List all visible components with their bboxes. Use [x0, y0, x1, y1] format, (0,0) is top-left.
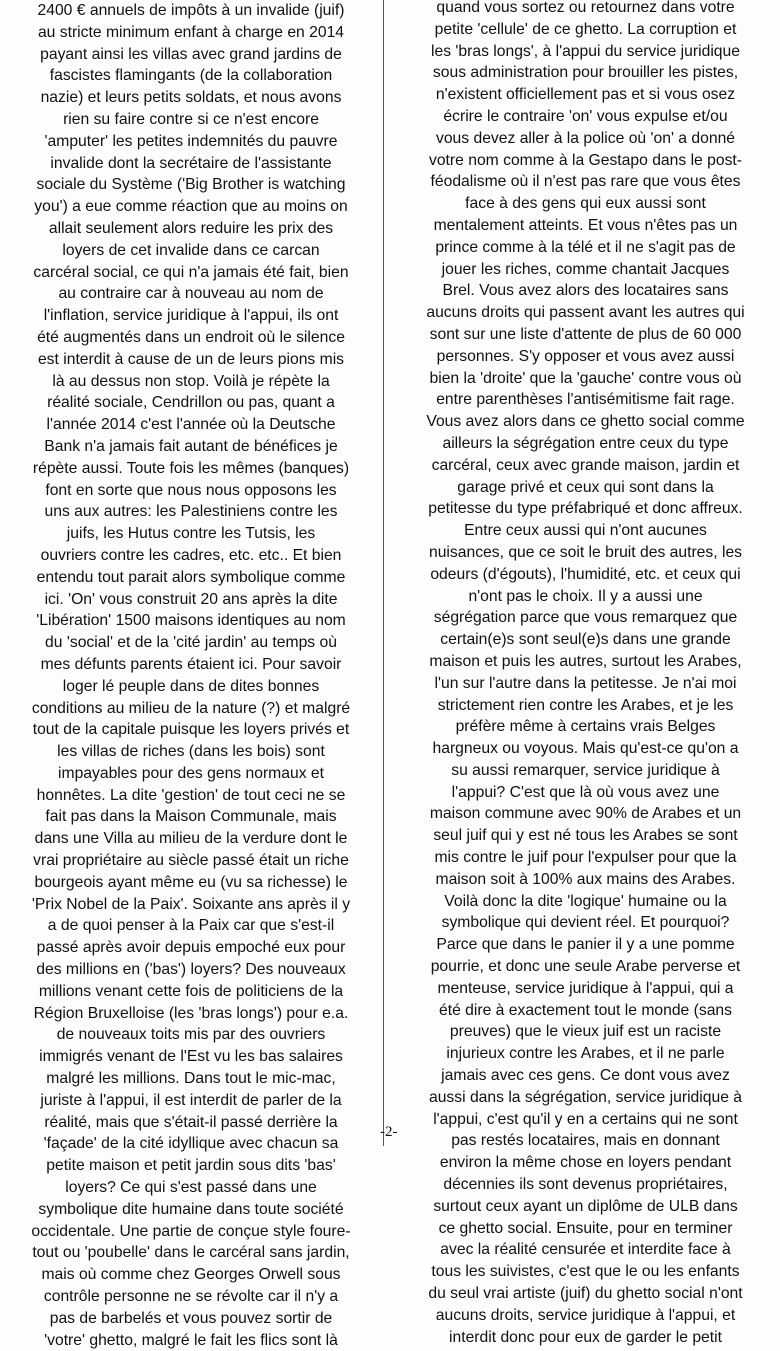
- text-line: de nouveaux toits mis par des ouvriers: [56, 1026, 326, 1044]
- text-line: répète aussi. Toute fois les mêmes (banques): [32, 459, 350, 477]
- text-line: jamais avec ces gens. Ce dont vous avez: [441, 1067, 730, 1085]
- text-line: fait pas dans la Maison Communale, mais: [45, 808, 337, 826]
- text-line: tous les suivistes, c'est que le ou les enfants: [431, 1263, 740, 1281]
- text-line: menteuse, service juridique à l'appui, qui a: [437, 979, 734, 997]
- text-line: nuisances, que ce soit le bruit des autres, les: [428, 543, 743, 561]
- text-line: petite 'cellule' de ce ghetto. La corruption et: [434, 20, 737, 38]
- text-line: mes défunts parents étaient ici. Pour savoir: [40, 655, 342, 673]
- text-line: rien su faire contre si ce n'est encore: [63, 110, 319, 128]
- text-line: l'appui? C'est que là où vous avez une: [451, 783, 720, 801]
- text-line: mis contre le juif pour l'expulser pour que la: [434, 849, 737, 867]
- text-line: allait seulement alors reduire les prix des: [48, 219, 334, 237]
- text-line: ailleurs la ségrégation entre ceux du type: [442, 434, 729, 452]
- text-line: petitesse du type préfabriqué et donc affreux.: [428, 500, 743, 518]
- text-line: symbolique dite humaine dans toute société: [38, 1200, 344, 1218]
- text-line: sociale du Système ('Big Brother is watching: [36, 176, 346, 194]
- text-line: aucuns droits, service juridique à l'appui, et: [435, 1306, 736, 1324]
- text-line: été dire à exactement tout le monde (sans: [439, 1001, 732, 1019]
- text-line: maison soit à 100% aux mains des Arabes.: [435, 870, 736, 888]
- text-line: entendu tout parait alors symbolique comme: [36, 568, 346, 586]
- text-line: a de quoi penser à la Paix car que s'est-il: [47, 917, 335, 935]
- text-line: personnes. S'y opposer et vous avez aussi: [436, 347, 735, 365]
- text-line: invalide dont la secrétaire de l'assistante: [50, 154, 332, 172]
- text-line: you') a eue comme réaction que au moins on: [34, 198, 348, 216]
- text-line: Vous avez alors dans ce ghetto social comme: [426, 413, 745, 431]
- text-line: loger lé peuple dans de dites bonnes: [62, 677, 320, 695]
- text-line: face à des gens qui eux aussi sont: [465, 195, 706, 213]
- text-line: environ la même chose en loyers pendant: [439, 1154, 732, 1172]
- text-line: seul juif qui y est né tous les Arabes se sont: [433, 827, 738, 845]
- text-line: n'existent officiellement pas et si vous osez: [435, 86, 736, 104]
- text-line: du seul vrai artiste (juif) du ghetto social n'ont: [428, 1285, 743, 1303]
- text-line: mais où comme chez Georges Orwell sous: [41, 1266, 341, 1284]
- text-line: garage privé et ceux qui sont dans la: [457, 478, 714, 496]
- text-line: aussi dans la ségrégation, service juridique à: [428, 1088, 743, 1106]
- text-line: ouvriers contre les cadres, etc. etc.. Et bien: [40, 546, 342, 564]
- text-line: n'ont pas le choix. Il y a aussi une: [468, 587, 703, 605]
- text-line: petite maison et petit jardin sous dits 'bas': [46, 1157, 336, 1175]
- text-line: Entre ceux aussi qui n'ont aucunes: [464, 522, 707, 540]
- text-line: l'appui, c'est qu'il y en a certains qui ne sont: [433, 1110, 738, 1128]
- text-line: Voilà donc la dite 'logique' humaine ou la: [444, 892, 727, 910]
- text-line: fascistes flamingants (de la collaboration: [49, 67, 333, 85]
- text-line: 2400 € annuels de impôts à un invalide (juif): [37, 2, 345, 19]
- text-line: 'votre' ghetto, malgré le fait les flics sont là: [44, 1331, 338, 1349]
- text-line: est interdit à cause de un de leurs pions mis: [37, 350, 345, 368]
- text-line: 'façade' de la cité idyllique avec chacun sa: [43, 1135, 339, 1153]
- text-line: été augmentés dans un endroit où le silence: [37, 328, 345, 346]
- text-line: féodalisme où il n'est pas rare que vous êtes: [430, 173, 741, 191]
- text-line: immigrés venant de l'Est vu les bas salaires: [39, 1048, 343, 1066]
- text-line: dans une Villa au milieu de la verdure dont le: [34, 830, 348, 848]
- text-line: 'Libération' 1500 maisons identiques au nom: [36, 612, 346, 630]
- text-line: impayables pour des gens normaux et: [58, 764, 324, 782]
- text-line: font en sorte que nous nous opposons les: [45, 481, 337, 499]
- page-number: -2-: [380, 1124, 398, 1140]
- text-line: ségrégation parce que vous remarquez que: [433, 609, 738, 627]
- text-line: l'inflation, service juridique à l'appui, ils ont: [43, 307, 339, 325]
- text-line: millions venant cette fois de politiciens de la: [38, 982, 344, 1000]
- text-line: vrai propriétaire au siècle passé était un riche: [33, 852, 349, 870]
- text-line: contrôle personne ne se révolte car il n'y a: [43, 1288, 339, 1306]
- text-line: strictement rien contre les Arabes, et je les: [437, 696, 734, 714]
- text-line: des millions en ('bas') loyers? Des nouveaux: [36, 961, 346, 979]
- text-line: quand vous sortez ou retournez dans votre: [436, 0, 735, 16]
- text-line: entre parenthèses l'antisémitisme fait rage.: [436, 391, 735, 409]
- text-line: passé après avoir depuis empoché eux pour: [36, 939, 346, 957]
- text-line: Bank n'a jamais fait autant de bénéfices je: [44, 437, 338, 455]
- text-line: Brel. Vous avez alors des locataires sans: [442, 282, 729, 300]
- text-line: juifs, les Hutus contre les Tutsis, les: [66, 525, 316, 543]
- text-line: vous devez aller à la police où 'on' a donné: [435, 129, 736, 147]
- text-line: au stricte minimum enfant à charge en 2014: [37, 23, 345, 41]
- text-line: 'amputer' les petites indemnités du pauvre: [44, 132, 338, 150]
- text-line: symbolique qui devient réel. Et pourquoi?: [441, 914, 730, 932]
- text-line: réalité sociale, Cendrillon ou pas, quant a: [47, 394, 335, 412]
- text-line: surtout ceux ayant un diplôme de ULB dans: [433, 1197, 738, 1215]
- text-line: loyers de cet invalide dans ce carcan: [62, 241, 320, 259]
- text-line: mentalement atteints. Et vous n'êtes pas un: [433, 216, 738, 234]
- text-line: tout ou 'poubelle' dans le carcéral sans jardin,: [32, 1244, 350, 1262]
- text-line: maison et puis les autres, surtout les Arabes,: [429, 652, 742, 670]
- text-line: pourrie, et donc une seule Arabe perverse et: [430, 958, 741, 976]
- text-line: hargneux ou voyous. Mais qu'est-ce qu'on a: [432, 740, 739, 758]
- left-column: [18, 0, 364, 1351]
- right-column: [408, 0, 763, 1348]
- text-line: nazie) et leurs petits soldats, et nous avons: [40, 89, 342, 107]
- text-line: jouer les riches, comme chantait Jacques: [441, 260, 730, 278]
- text-line: Région Bruxelloise (les 'bras longs') pour e.a.: [33, 1004, 349, 1022]
- text-line: au contraire car à nouveau au nom de: [58, 285, 324, 303]
- text-line: uns aux autres: les Palestiniens contre les: [44, 503, 338, 521]
- text-line: ce ghetto social. Ensuite, pour en terminer: [438, 1219, 733, 1237]
- text-line: 'Prix Nobel de la Paix'. Soixante ans après il y: [31, 895, 351, 913]
- text-line: ici. 'On' vous construit 20 ans après la dite: [44, 590, 338, 608]
- text-line: sont sur une liste d'attente de plus de 60 000: [429, 325, 742, 343]
- text-line: du 'social' et de la 'cité jardin' au temps où: [45, 634, 337, 652]
- text-line: juriste à l'appui, il est interdit de parler de la: [40, 1091, 342, 1109]
- text-line: pas restés locataires, mais en donnant: [451, 1132, 720, 1150]
- text-line: bien la 'droite' que la 'gauche' contre vous où: [429, 369, 742, 387]
- text-line: prince comme à la télé et il ne s'agit pas de: [435, 238, 736, 256]
- text-line: Parce que dans le panier il y a une pomme: [436, 936, 735, 954]
- text-line: loyers? Ce qui s'est passé dans une: [65, 1179, 317, 1197]
- text-line: odeurs (d'égouts), l'humidité, etc. et ceux qui: [430, 565, 741, 583]
- text-line: les villas de riches (dans les bois) sont: [57, 743, 325, 761]
- text-line: su aussi remarquer, service juridique à: [451, 761, 720, 779]
- text-line: aucuns droits qui passent avant les autres qui: [426, 304, 745, 322]
- text-line: réalité, mais que s'était-il passé derrière la: [44, 1113, 338, 1131]
- text-line: certain(e)s sont seul(e)s dans une grande: [440, 631, 731, 649]
- text-line: sous administration pour brouiller les pistes,: [432, 64, 739, 82]
- text-line: écrire le contraire 'on' vous expulse et/ou: [443, 107, 728, 125]
- text-line: occidentale. Une partie de conçue style foure-: [31, 1222, 351, 1240]
- text-line: carcéral, ceux avec grande maison, jardin et: [431, 456, 740, 474]
- column-divider: [383, 0, 384, 1146]
- text-line: preuves) que le vieux juif est un raciste: [449, 1023, 722, 1041]
- text-line: bourgeois ayant même eu (vu sa richesse) le: [34, 873, 348, 891]
- text-line: malgré les millions. Dans tout le mic-mac,: [46, 1070, 336, 1088]
- text-line: les 'bras longs', à l'appui du service juridique: [431, 42, 740, 60]
- text-line: interdit donc pour eux de garder le petit: [449, 1328, 722, 1346]
- text-line: préfère même à certains vrais Belges: [455, 718, 716, 736]
- text-line: pas de barbelés et vous pouvez sortir de: [49, 1309, 333, 1327]
- text-line: avec la réalité censurée et interdite face à: [440, 1241, 731, 1259]
- text-line: l'année 2014 c'est l'année où la Deutsche: [46, 416, 336, 434]
- text-line: injurieux contre les Arabes, et il ne parle: [446, 1045, 725, 1063]
- text-line: maison commune avec 90% de Arabes et un: [429, 805, 742, 823]
- text-line: honnêtes. La dite 'gestion' de tout ceci ne se: [36, 786, 346, 804]
- text-line: là au dessus non stop. Voilà je répète la: [52, 372, 330, 390]
- text-line: carcéral social, ce qui n'a jamais été fait, bien: [33, 263, 349, 281]
- text-line: payant ainsi les villas avec grand jardins de: [40, 45, 342, 63]
- text-line: votre nom comme à la Gestapo dans le post-: [428, 151, 743, 169]
- text-line: décennies ils sont devenus propriétaires,: [443, 1176, 728, 1194]
- text-line: tout de la capitale puisque les loyers privés et: [32, 721, 350, 739]
- text-line: l'un sur l'autre dans la petitesse. Je n'ai moi: [434, 674, 737, 692]
- text-line: conditions au milieu de la nature (?) et malgré: [31, 699, 351, 717]
